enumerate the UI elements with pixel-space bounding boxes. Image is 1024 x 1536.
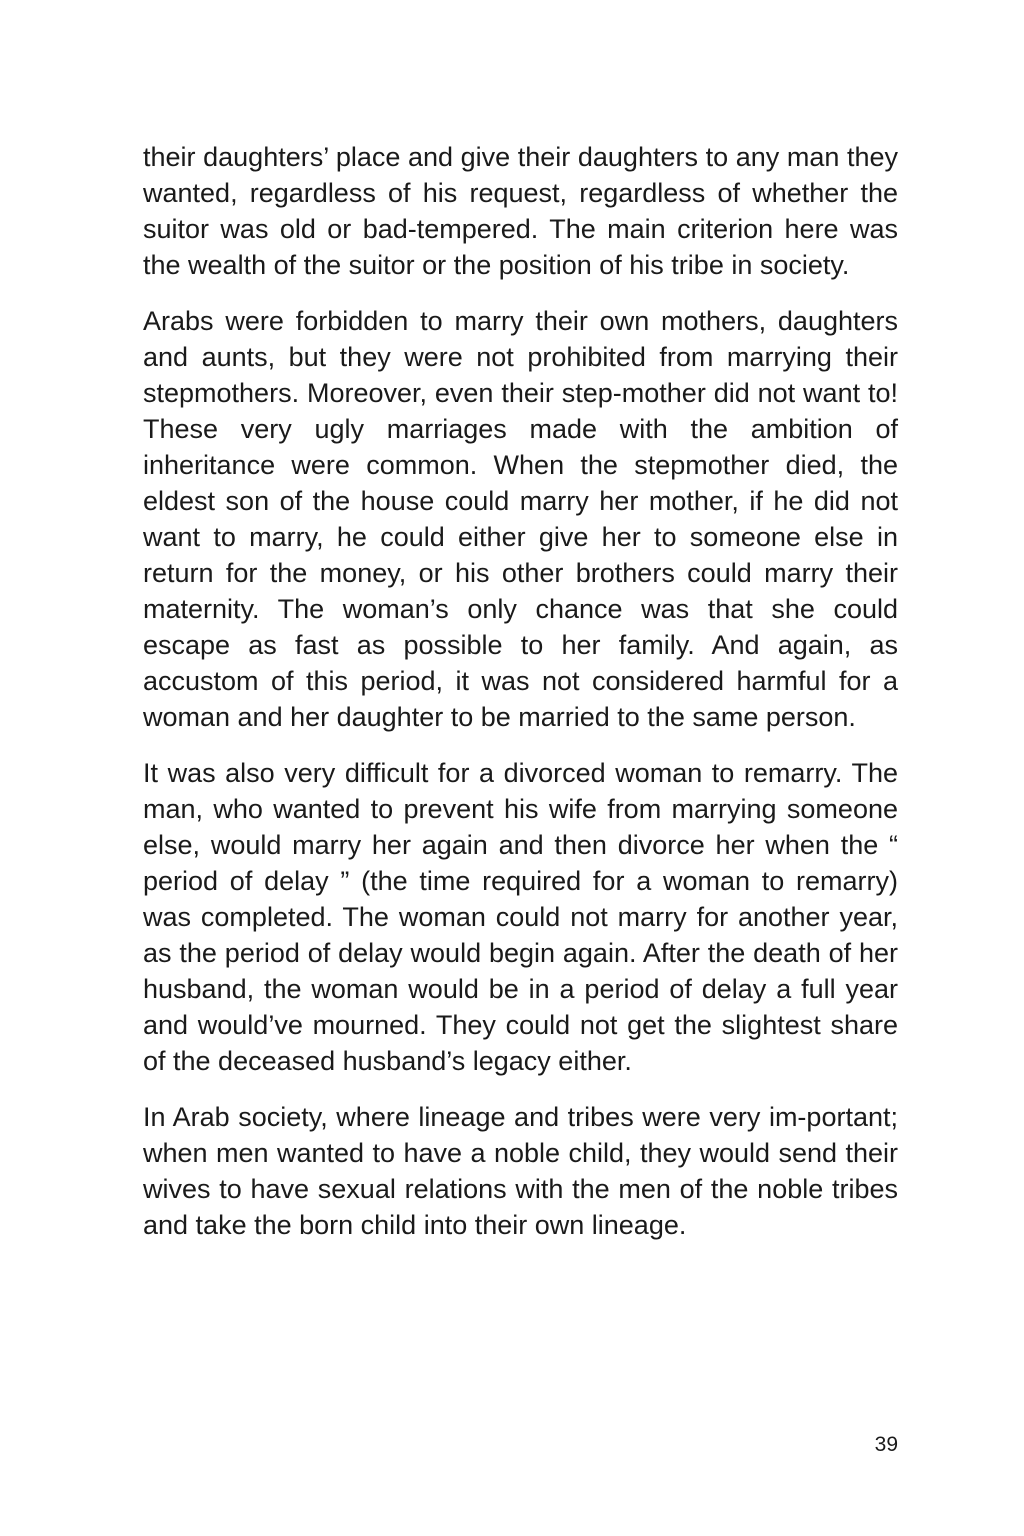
paragraph-3: It was also very difficult for a divorced woman to remarry. The man, who wanted to prevent his wife from marrying someone else, would marry her again and then divorce her when the “ period of delay ” (the time required for a woman to remarry) was completed. The woman could not marry for another year, as the period of delay would begin again. After the death of her husband, the woman would be in a period of delay a full year and would’ve mourned. They could not get the slightest share of the deceased husband’s legacy either. <box>143 758 898 1076</box>
body-text <box>143 139 898 1243</box>
paragraph-2: Arabs were forbidden to marry their own mothers, daughters and aunts, but they were not prohibited from marrying their stepmothers. Moreover, even their step-mother did not want to! These very ugly marriages made with the ambition of inheritance were common. When the stepmother died, the eldest son of the house could marry her mother, if he did not want to marry, he could either give her to someone else in return for the money, or his other brothers could marry their maternity. The woman’s only chance was that she could escape as fast as possible to her family. And again, as accustom of this period, it was not considered harmful for a woman and her daughter to be married to the same person. <box>143 306 898 732</box>
paragraph-1: their daughters’ place and give their daughters to any man they wanted, regardless of his request, regardless of whether the suitor was old or bad-tempered. The main criterion here was the wealth of the suitor or the position of his tribe in society. <box>143 142 898 280</box>
page-number: 39 <box>874 1433 898 1456</box>
paragraph-4: In Arab society, where lineage and tribes were very im-portant; when men wanted to have a noble child, they would send their wives to have sexual relations with the men of the noble tribes and take the born child into their own lineage. <box>143 1102 898 1240</box>
